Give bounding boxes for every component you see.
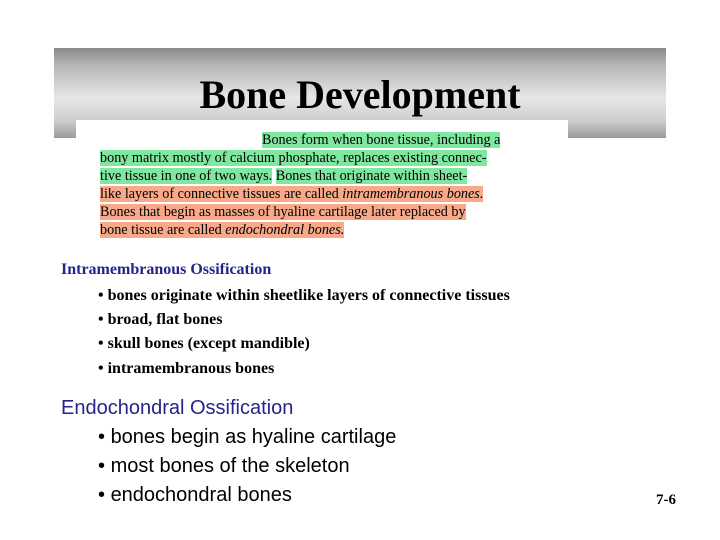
- excerpt-term-endochondral: endochondral bones.: [225, 222, 345, 238]
- bullet-item: • skull bones (except mandible): [98, 335, 310, 353]
- bullet-item: • broad, flat bones: [98, 311, 222, 329]
- bullet-item: • intramembranous bones: [98, 360, 274, 378]
- excerpt-term-intramembranous: intramembranous bones.: [342, 186, 484, 202]
- excerpt-line-3: tive tissue in one of two ways.: [100, 168, 273, 184]
- excerpt-line-4: Bones that originate within sheet-: [275, 168, 468, 184]
- excerpt-line-7: bone tissue are called: [100, 222, 226, 238]
- excerpt-line-6: Bones that begin as masses of hyaline cartilage later replaced by: [100, 204, 466, 220]
- excerpt-line-5: like layers of connective tissues are called: [100, 186, 343, 202]
- bullet-item: • bones begin as hyaline cartilage: [98, 426, 396, 449]
- textbook-excerpt-image: [76, 120, 568, 244]
- section-endochondral-title: Endochondral Ossification: [61, 397, 294, 419]
- excerpt-line-2: bony matrix mostly of calcium phosphate, replaces existing connec-: [100, 150, 487, 166]
- bullet-item: • bones originate within sheetlike layers of connective tissues: [98, 287, 510, 305]
- slide-number: 7-6: [656, 492, 676, 508]
- excerpt-line-1: Bones form when bone tissue, including a: [262, 132, 501, 148]
- slide-title: Bone Development: [199, 72, 521, 117]
- section-intramembranous-title: Intramembranous Ossification: [61, 261, 272, 278]
- bullet-item: • endochondral bones: [98, 484, 292, 507]
- bullet-item: • most bones of the skeleton: [98, 455, 350, 478]
